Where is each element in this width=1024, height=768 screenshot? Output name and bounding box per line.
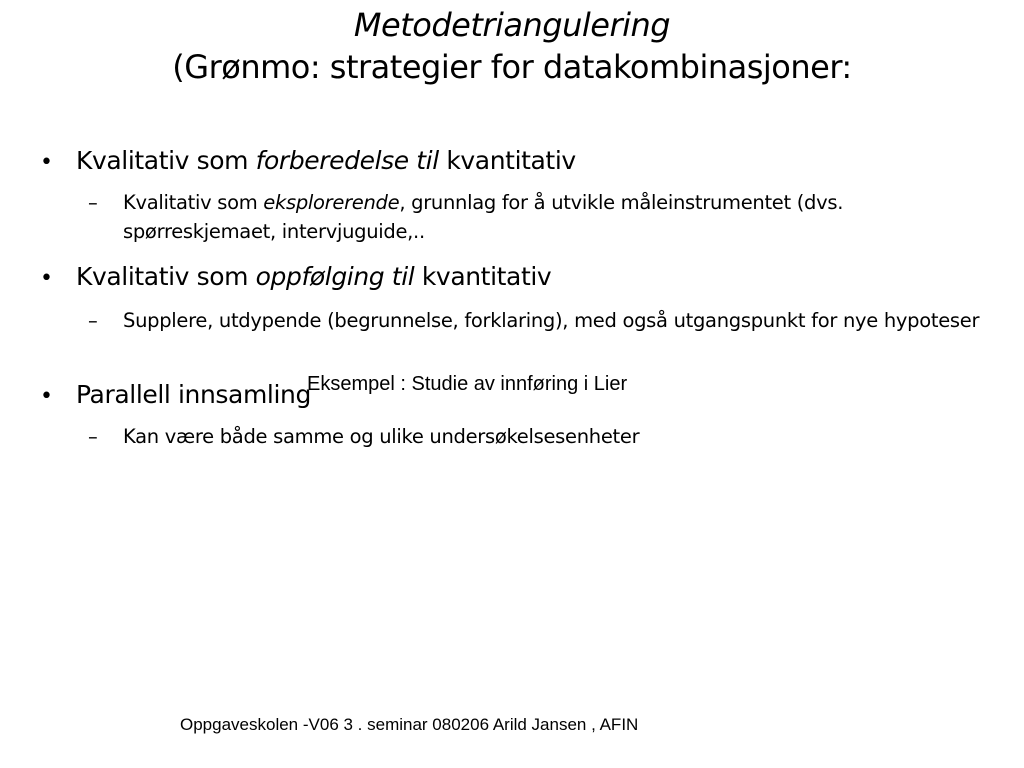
sub-item-2	[88, 306, 988, 335]
sub-marker: –	[88, 191, 98, 214]
bullet-text: Parallell innsamling	[76, 380, 311, 409]
sub-text-pre: Kvalitativ som	[123, 191, 264, 214]
sub-item-3	[88, 422, 988, 451]
example-note: Eksempel : Studie av innføring i Lier	[307, 373, 628, 395]
sub-marker: –	[88, 425, 98, 448]
bullet-marker: •	[40, 150, 53, 175]
bullet-emphasis: forberedelse til	[255, 146, 439, 175]
bullet-item-1	[40, 146, 576, 178]
slide-title	[0, 4, 1024, 88]
bullet-text: kvantitativ	[414, 262, 552, 291]
sub-emphasis: eksplorerende	[263, 191, 400, 214]
bullet-emphasis: oppfølging til	[255, 262, 415, 291]
sub-text	[123, 188, 988, 246]
bullet-text: kvantitativ	[438, 146, 576, 175]
bullet-item-2	[40, 262, 551, 294]
sub-text: Supplere, utdypende (begrunnelse, forklaring), med også utgangspunkt for nye hypoteser	[123, 309, 980, 332]
slide-footer: Oppgaveskolen -V06 3 . seminar 080206 Arild Jansen , AFIN	[180, 715, 639, 734]
bullet-text: Kvalitativ som	[76, 146, 256, 175]
bullet-marker: •	[40, 266, 53, 291]
sub-text: Kan være både samme og ulike undersøkelsesenheter	[123, 425, 640, 448]
sub-text-post: , grunnlag for å utvikle måleinstrumentet (dvs. spørreskjemaet, intervjuguide,..	[123, 191, 844, 243]
sub-marker: –	[88, 309, 98, 332]
title-line-1: Metodetriangulering	[353, 6, 671, 44]
title-line-2: (Grønmo: strategier for datakombinasjoner:	[172, 48, 852, 86]
bullet-text: Kvalitativ som	[76, 262, 256, 291]
sub-item-1	[88, 188, 988, 246]
bullet-marker: •	[40, 384, 53, 409]
bullet-item-3	[40, 380, 311, 412]
